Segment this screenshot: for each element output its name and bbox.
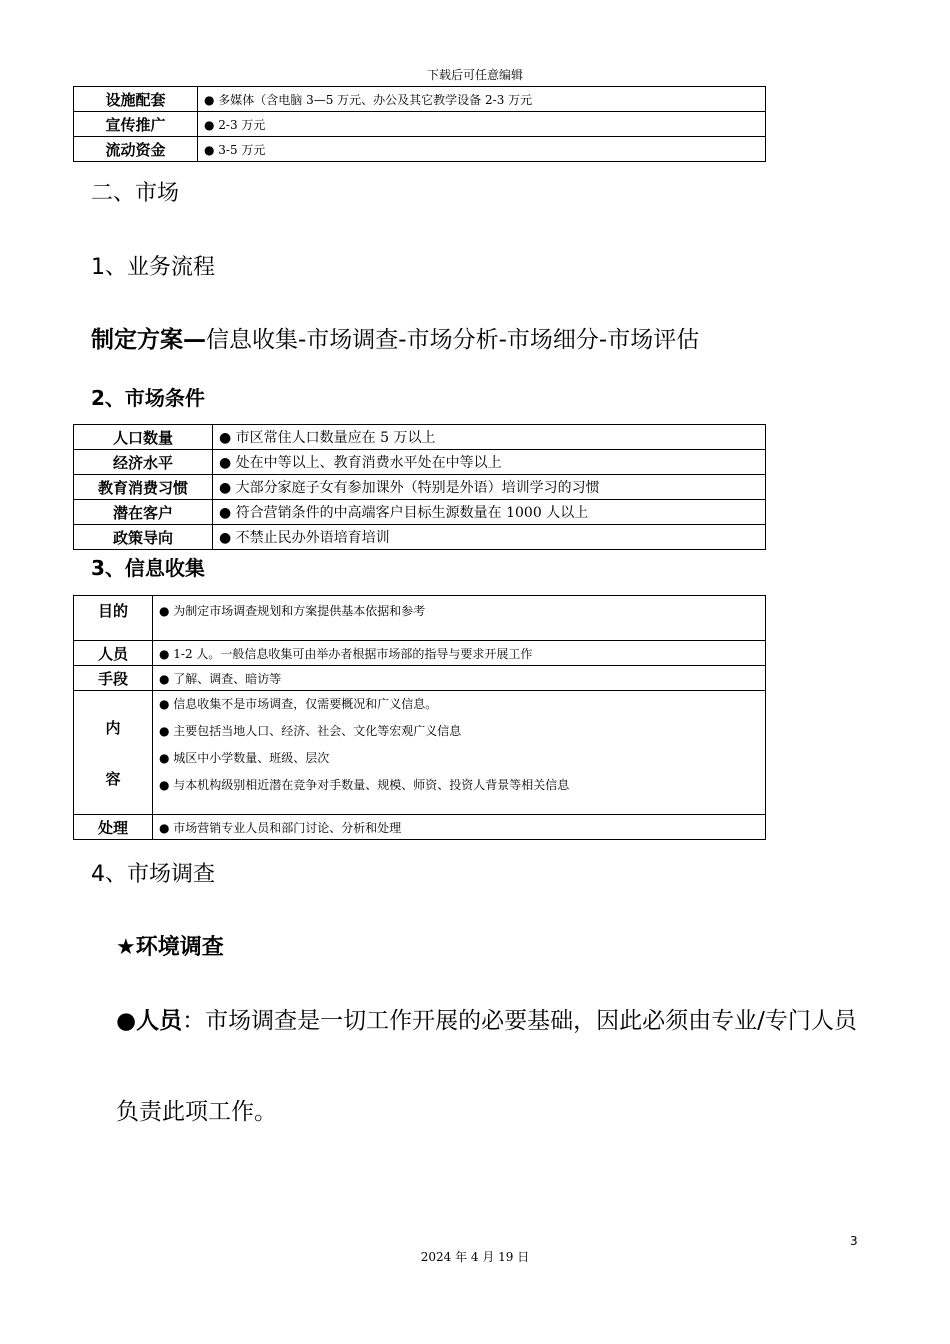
s1-flow-rest: 信息收集-市场调查-市场分析-市场细分-市场评估 (206, 327, 700, 353)
s2-title: 2、市场条件 (91, 386, 205, 410)
content-item: ● 信息收集不是市场调查，仅需要概况和广义信息。 (159, 697, 438, 711)
cost-label-facilities: 设施配套 (74, 87, 198, 112)
cond-label-habits: 教育消费习惯 (74, 475, 213, 500)
s4-paragraph (116, 1002, 857, 1035)
info-label-content-2: 容 (105, 769, 121, 788)
page-header-note: 下载后可任意编辑 (426, 68, 523, 82)
s4-subtitle: ★环境调查 (116, 935, 224, 960)
content-item: ● 城区中小学数量、班级、层次 (159, 751, 330, 765)
info-label-content-1: 内 (105, 718, 121, 737)
content-item: ● 与本机构级别相近潜在竞争对手数量、规模、师资、投资人背景等相关信息 (159, 778, 570, 792)
footer-date: 2024 年 4 月 19 日 (420, 1250, 530, 1264)
info-value-people: ● 1-2 人。一般信息收集可由举办者根据市场部的指导与要求开展工作 (153, 641, 766, 666)
s1-flow-bold: 制定方案— (91, 327, 206, 353)
cost-value-promotion: ● 2-3 万元 (198, 112, 766, 137)
info-label-content (74, 691, 153, 815)
info-value-content (153, 691, 766, 815)
cost-label-promotion: 宣传推广 (74, 112, 198, 137)
s3-title: 3、信息收集 (91, 556, 205, 580)
s4-title: 4、市场调查 (91, 862, 215, 887)
s4-paragraph-line2: 负责此项工作。 (116, 1099, 277, 1125)
content-item: ● 主要包括当地人口、经济、社会、文化等宏观广义信息 (159, 724, 462, 738)
info-collection-table (73, 595, 766, 840)
s4-para-lead: ●人员 (116, 1008, 183, 1034)
cond-value-policy: ● 不禁止民办外语培育培训 (213, 525, 766, 550)
market-conditions-table (73, 424, 766, 550)
info-value-process: ● 市场营销专业人员和部门讨论、分析和处理 (153, 815, 766, 840)
cost-label-capital: 流动资金 (74, 137, 198, 162)
cost-table (73, 86, 766, 162)
cond-value-habits: ● 大部分家庭子女有参加课外（特别是外语）培训学习的习惯 (213, 475, 766, 500)
page-number: 3 (850, 1234, 858, 1248)
info-value-means: ● 了解、调查、暗访等 (153, 666, 766, 691)
cond-label-clients: 潜在客户 (74, 500, 213, 525)
cost-value-capital: ● 3-5 万元 (198, 137, 766, 162)
info-label-purpose: 目的 (74, 596, 153, 641)
s4-para-rest: ：市场调查是一切工作开展的必要基础，因此必须由专业/专门人员 (182, 1008, 857, 1034)
info-label-people: 人员 (74, 641, 153, 666)
cond-label-economy: 经济水平 (74, 450, 213, 475)
info-label-means: 手段 (74, 666, 153, 691)
cond-value-clients: ● 符合营销条件的中高端客户目标生源数量在 1000 人以上 (213, 500, 766, 525)
section-market-title: 二、市场 (91, 181, 180, 206)
cond-value-population: ● 市区常住人口数量应在 5 万以上 (213, 425, 766, 450)
info-value-purpose: ● 为制定市场调查规划和方案提供基本依据和参考 (153, 596, 766, 641)
info-label-process: 处理 (74, 815, 153, 840)
s1-flow (91, 321, 699, 354)
cond-value-economy: ● 处在中等以上、教育消费水平处在中等以上 (213, 450, 766, 475)
cond-label-population: 人口数量 (74, 425, 213, 450)
cost-value-facilities: ● 多媒体（含电脑 3—5 万元、办公及其它教学设备 2-3 万元 (198, 87, 766, 112)
cond-label-policy: 政策导向 (74, 525, 213, 550)
s1-title: 1、业务流程 (91, 255, 215, 280)
